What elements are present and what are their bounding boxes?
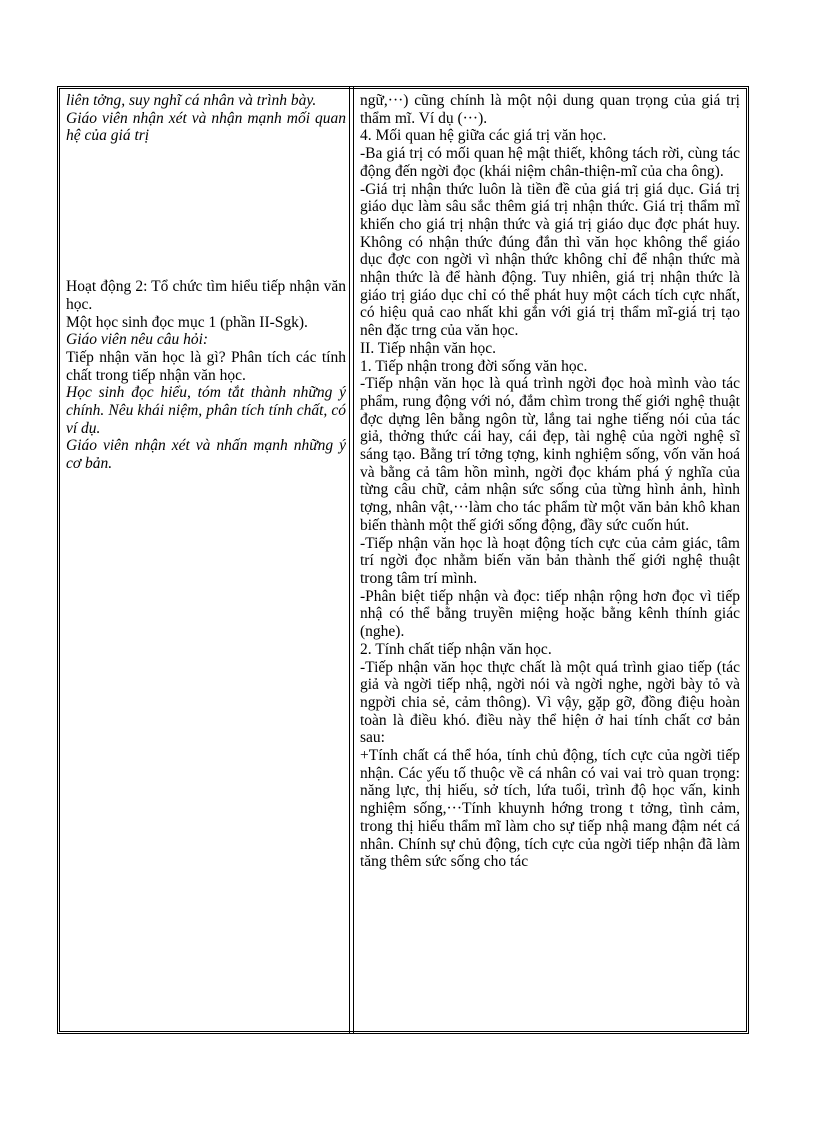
content-paragraph: +Tính chất cá thể hóa, tính chủ động, tích cực của ngời tiếp nhận. Các yếu tố thuộc về cá nhân có vai vai trò quan trọng: năng lực, thị hiếu, sở tích, lứa tuổi, trình độ học vấn, kinh nghiệm sống,···Tính khuynh hớng trong t tởng, tình cảm, trong thị hiếu thẩm mĩ làm cho sự tiếp nhậ mang đậm nét cá nhân. Chính sự chủ động, tích cực của ngời tiếp nhận đã làm tăng thêm sức sống cho tác bbox=[360, 747, 740, 871]
left-paragraph: Một học sinh đọc mục 1 (phần II-Sgk). bbox=[66, 313, 308, 331]
left-paragraph: Học sinh đọc hiểu, tóm tắt thành những ý chính. Nêu khái niệm, phân tích tính chất, có ví dụ. bbox=[66, 384, 346, 437]
content-paragraph: -Phân biệt tiếp nhận và đọc: tiếp nhận rộng hơn đọc vì tiếp nhậ có thể bằng truyền miệng hoặc bằng kênh thính giác (nghe). bbox=[360, 587, 740, 641]
left-paragraph: liên tởng, suy nghĩ cá nhân và trình bày. bbox=[66, 92, 317, 109]
section-heading: 1. Tiếp nhận trong đời sống văn học. bbox=[360, 357, 588, 375]
content-paragraph: -Giá trị nhận thức luôn là tiền đề của giá trị giá dục. Giá trị giáo dục làm sâu sắc thêm giá trị nhận thức. Giá trị thẩm mĩ khiến cho giá trị nhận thức và giá trị giáo dục đợc phát huy. Không có nhận thức đúng đắn thì văn học không thể giáo dục đợc con ngời vì nhận thức không chỉ để nhận thức mà nhận thức là để hành động. Tuy nhiên, giá trị nhận thức là giáo trị giáo dục chỉ có thể phát huy một cách tích cực nhất, có hiệu quả cao nhất khi gắn với giá trị thẩm mĩ-giá trị tạo nên đặc trng của văn học. bbox=[360, 180, 740, 340]
content-paragraph: ngữ,···) cũng chính là một nội dung quan trọng của giá trị thẩm mĩ. Ví dụ (···). bbox=[360, 92, 740, 127]
content-paragraph: -Tiếp nhận văn học là hoạt động tích cực của cảm giác, tâm trí ngời đọc nhằm biến văn bản thành thế giới nghệ thuật trong tâm trí mình. bbox=[360, 534, 740, 587]
section-heading: 2. Tính chất tiếp nhận văn học. bbox=[360, 640, 552, 658]
content-paragraph: -Tiếp nhận văn học là quá trình ngời đọc hoà mình vào tác phẩm, rung động với nó, đắm chìm trong thế giới nghệ thuật đợc dựng lên bằng ngôn từ, lắng tai nghe tiếng nói của tác giả, thởng thức cái hay, cái đẹp, tài nghệ của ngời nghệ sĩ sáng tạo. Bằng trí tởng tợng, kinh nghiệm sống, vốn văn hoá và bằng cả tâm hồn mình, ngời đọc khám phá ý nghĩa của từng câu chữ, cảm nhận sức sống của từng hình ảnh, hình tợng, nhân vật,···làm cho tác phẩm từ một văn bản khô khan biến thành một thế giới sống động, đầy sức cuốn hút. bbox=[360, 375, 740, 534]
spacer bbox=[66, 145, 346, 278]
lesson-content-column bbox=[360, 92, 740, 1032]
left-paragraph: Giáo viên nhận xét và nhấn mạnh những ý cơ bản. bbox=[66, 437, 346, 473]
column-divider bbox=[349, 86, 354, 1034]
activity-heading: Hoạt động 2: Tổ chức tìm hiểu tiếp nhận văn học. bbox=[66, 278, 346, 313]
left-paragraph: Giáo viên nêu câu hỏi: bbox=[66, 331, 209, 349]
left-paragraph: Tiếp nhận văn học là gì? Phân tích các tính chất trong tiếp nhận văn học. bbox=[66, 348, 346, 384]
content-paragraph: -Ba giá trị có mối quan hệ mật thiết, không tách rời, cùng tác động đến ngời đọc (khái niệm chân-thiện-mĩ của cha ông). bbox=[360, 145, 740, 180]
section-heading: II. Tiếp nhận văn học. bbox=[360, 339, 497, 357]
section-heading: 4. Mối quan hệ giữa các giá trị văn học. bbox=[360, 127, 607, 145]
content-paragraph: -Tiếp nhận văn học thực chất là một quá trình giao tiếp (tác giả và ngời tiếp nhậ, ngời nói và ngời nghe, ngời bày tỏ và ngpời chia sẻ, cảm thông). Vì vậy, gặp gỡ, đồng điệu hoàn toàn là điều khó. điều này thể hiện ở hai tính chất cơ bản sau: bbox=[360, 658, 740, 747]
teacher-student-activities-column bbox=[66, 92, 346, 473]
left-paragraph: Giáo viên nhận xét và nhận mạnh mối quan hệ của giá trị bbox=[66, 109, 346, 145]
